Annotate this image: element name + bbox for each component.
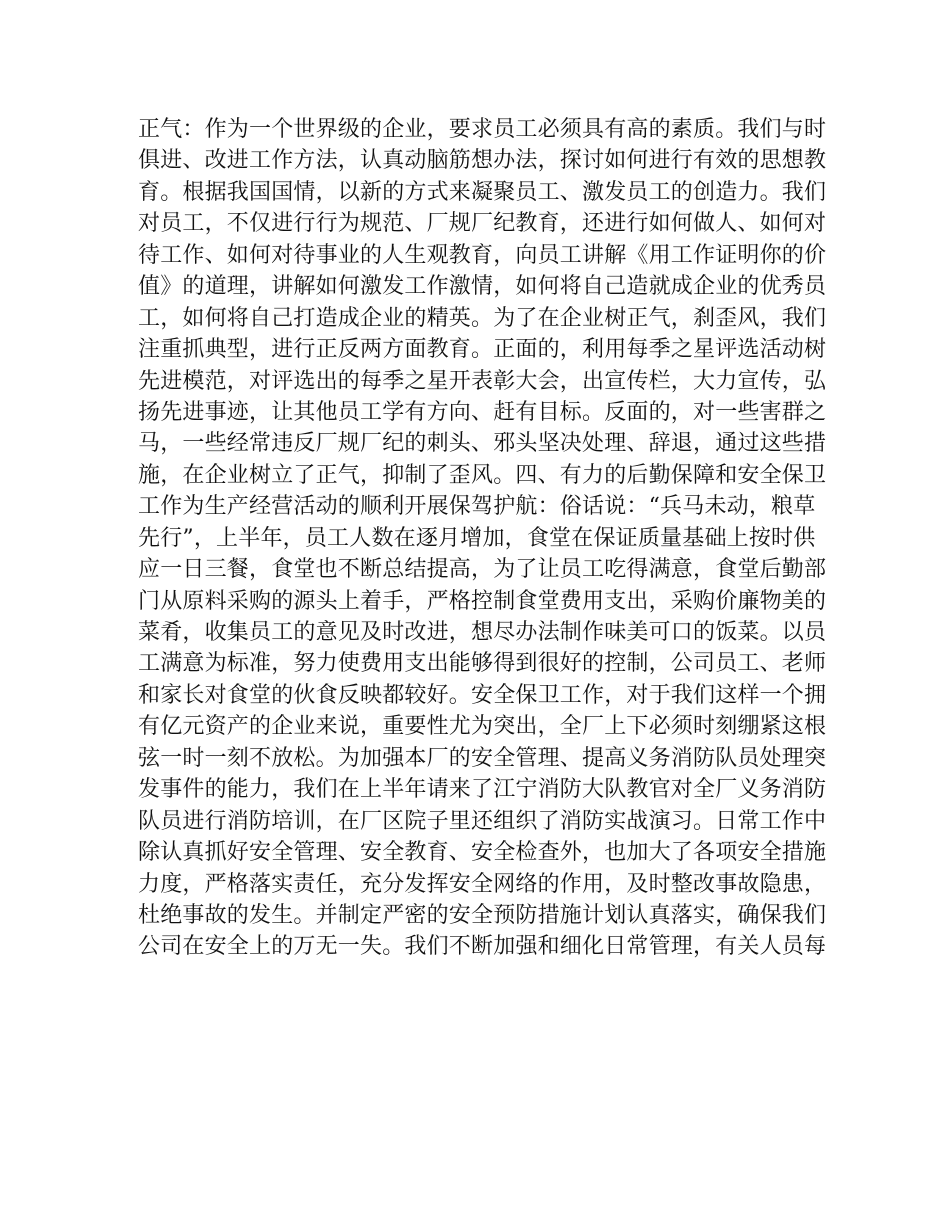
text-line: 马，一些经常违反厂规厂纪的刺头、邪头坚决处理、辞退，通过这些措	[138, 431, 827, 457]
text-line: 有亿元资产的企业来说，重要性尤为突出，全厂上下必须时刻绷紧这根	[138, 714, 827, 740]
text-line: 值》的道理，讲解如何激发工作激情，如何将自己造就成企业的优秀员	[138, 274, 827, 300]
text-line: 和家长对食堂的伙食反映都较好。安全保卫工作，对于我们这样一个拥	[138, 682, 827, 708]
text-line: 育。根据我国国情，以新的方式来凝聚员工、激发员工的创造力。我们	[138, 179, 827, 205]
body-paragraph	[138, 114, 828, 963]
text-line: 工，如何将自己打造成企业的精英。为了在企业树正气，刹歪风，我们	[138, 305, 827, 331]
text-line: 工满意为标准，努力使费用支出能够得到很好的控制，公司员工、老师	[138, 651, 827, 677]
text-line: 工作为生产经营活动的顺利开展保驾护航：俗话说：“兵马未动，粮草	[138, 494, 816, 520]
text-line: 除认真抓好安全管理、安全教育、安全检查外，也加大了各项安全措施	[138, 840, 827, 866]
text-line: 发事件的能力，我们在上半年请来了江宁消防大队教官对全厂义务消防	[138, 777, 827, 803]
text-line: 待工作、如何对待事业的人生观教育，向员工讲解《用工作证明你的价	[138, 242, 827, 268]
text-line: 施，在企业树立了正气，抑制了歪风。四、有力的后勤保障和安全保卫	[138, 462, 827, 488]
text-line: 俱进、改进工作方法，认真动脑筋想办法，探讨如何进行有效的思想教	[138, 148, 827, 174]
text-line: 正气：作为一个世界级的企业，要求员工必须具有高的素质。我们与时	[138, 117, 827, 142]
text-line: 门从原料采购的源头上着手，严格控制食堂费用支出，采购价廉物美的	[138, 588, 827, 614]
text-line: 应一日三餐，食堂也不断总结提高，为了让员工吃得满意，食堂后勤部	[138, 557, 827, 583]
text-line: 力度，严格落实责任，充分发挥安全网络的作用，及时整改事故隐患，	[138, 871, 827, 897]
text-line: 注重抓典型，进行正反两方面教育。正面的，利用每季之星评选活动树	[138, 337, 827, 363]
text-line: 扬先进事迹，让其他员工学有方向、赶有目标。反面的，对一些害群之	[138, 399, 827, 425]
text-line: 对员工，不仅进行行为规范、厂规厂纪教育，还进行如何做人、如何对	[138, 211, 827, 237]
text-line: 公司在安全上的万无一失。我们不断加强和细化日常管理，有关人员每	[138, 934, 827, 960]
text-line: 杜绝事故的发生。并制定严密的安全预防措施计划认真落实，确保我们	[138, 902, 827, 928]
text-line: 先进模范，对评选出的每季之星开表彰大会，出宣传栏，大力宣传，弘	[138, 368, 827, 394]
text-line: 先行”，上半年，员工人数在逐月增加，食堂在保证质量基础上按时供	[138, 525, 816, 551]
text-line: 弦一时一刻不放松。为加强本厂的安全管理、提高义务消防队员处理突	[138, 745, 827, 771]
text-line: 菜肴，收集员工的意见及时改进，想尽办法制作味美可口的饭菜。以员	[138, 620, 827, 645]
text-line: 队员进行消防培训，在厂区院子里还组织了消防实战演习。日常工作中	[138, 808, 827, 834]
